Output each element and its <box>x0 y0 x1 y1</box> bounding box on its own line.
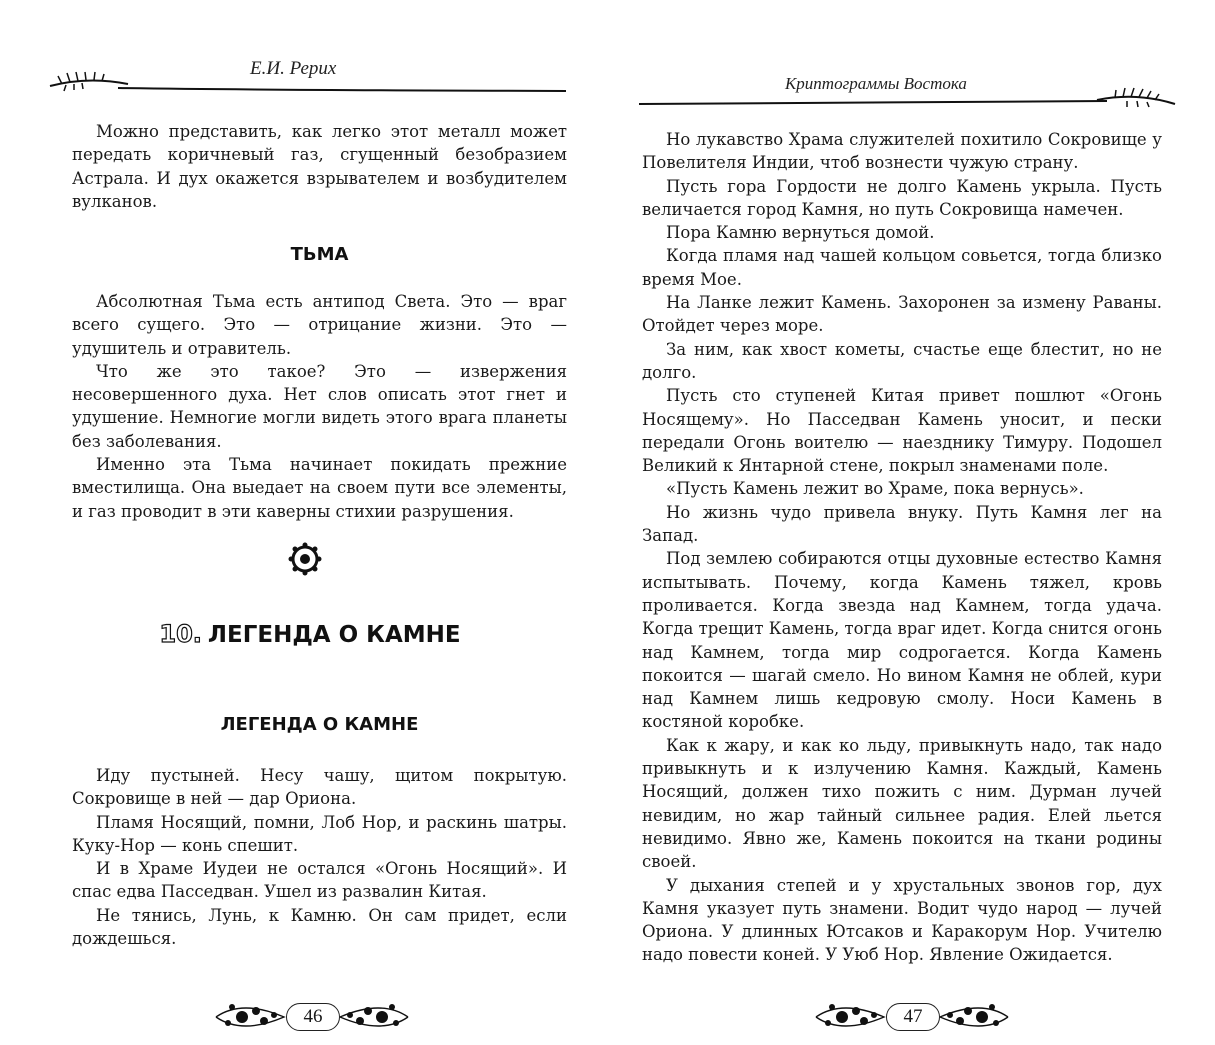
intro-paragraph: Можно представить, как легко этот металл может передать коричневый газ, сгущенный безобразием Астрала. И дух окажется взрывателем и возбудителем вулканов. <box>72 122 567 211</box>
section-title: ТЬМА <box>290 244 349 265</box>
chapter-number: 10. <box>159 620 202 648</box>
paragraph: За ним, как хвост кометы, счастье еще блестит, но не долго. <box>642 339 1162 382</box>
paragraph: Пусть сто ступеней Китая привет пошлют «Огонь Носящему». Но Пасседван Камень уносит, и пески передали Огонь воителю — наезднику Тимуру. Подошел Великий к Янтарной стене, покрыл знаменами поле. <box>642 386 1162 476</box>
paragraph: У дыхания степей и у хрустальных звонов гор, дух Камня указует путь знамени. Водит чудо народ — лучей Ориона. У длинных Ютсаков и Каракорум Нор. Учителю надо повести коней. У Уюб Нор. Явление Ожидается. <box>642 875 1162 965</box>
paragraph: Что же это такое? Это — извержения несовершенного духа. Нет слов описать этот гнет и удушение. Немногие могли видеть этого врага планеты без заболевания. <box>72 361 567 451</box>
left-page <box>0 0 607 1045</box>
folio-right <box>812 993 1012 1041</box>
chapter-title: ЛЕГЕНДА О КАМНЕ <box>207 622 461 648</box>
paragraph: Пусть гора Гордости не долго Камень укрыла. Пусть величается город Камня, но путь Сокровища намечен. <box>642 176 1162 219</box>
paragraph: Но жизнь чудо привела внуку. Путь Камня лег на Запад. <box>642 502 1162 546</box>
paragraph: Пора Камню вернуться домой. <box>666 223 935 243</box>
paragraph: На Ланке лежит Камень. Захоронен за измену Раваны. Отойдет через море. <box>642 293 1162 336</box>
paragraph: Как к жару, и как ко льду, привыкнуть надо, так надо привыкнуть и к излучению Камня. Каждый, Камень Носящий, должен тихо пожить с ним. Дурман лучей невидим, но жар тайный сильнее радия. Елей льется невидимо. Явно же, Камень покоится на ткани родины своей. <box>642 735 1162 872</box>
paragraph: Но лукавство Храма служителей похитило Сокровище у Повелителя Индии, чтоб вознести чужую страну. <box>642 130 1162 173</box>
running-head-right: Криптограммы Востока <box>785 74 967 93</box>
intro-block <box>72 120 567 213</box>
subsection-title: ЛЕГЕНДА О КАМНЕ <box>220 714 419 735</box>
legend-body <box>72 764 567 950</box>
running-head-left: Е.И. Рерих <box>250 58 337 79</box>
paragraph: «Пусть Камень лежит во Храме, пока вернусь». <box>666 479 1084 499</box>
section-body <box>72 290 567 523</box>
right-page <box>607 0 1215 1045</box>
paragraph: Под землею собираются отцы духовные естество Камня испытывать. Почему, когда Камень тяжел, кровь проливается. Когда звезда над Камнем, тогда удача. Когда трещит Камень, тогда враг идет. Когда снится огонь над Камнем, тогда мир содрогается. Когда Камень покоится — шагай смело. Но вином Камня не облей, кури над Камнем лишь кедровую смолу. Носи Камень в костяной коробке. <box>642 549 1162 732</box>
chapter-heading <box>100 620 520 648</box>
sun-rosette-icon <box>288 542 322 576</box>
paragraph: Иду пустыней. Несу чашу, щитом покрытую. Сокровище в ней — дар Ориона. <box>72 766 567 809</box>
paragraph: Когда пламя над чашей кольцом совьется, тогда близко время Мое. <box>642 246 1162 289</box>
fern-flourish-icon <box>48 70 568 100</box>
paragraph: Не тянись, Лунь, к Камню. Он сам придет, если дождешься. <box>72 905 567 949</box>
fern-flourish-icon <box>637 86 1177 116</box>
paragraph: Абсолютная Тьма есть антипод Света. Это — враг всего сущего. Это — отрицание жизни. Это — удушитель и отравитель. <box>72 292 567 358</box>
page-number: 47 <box>886 1003 940 1031</box>
right-body <box>642 128 1162 967</box>
paragraph: Пламя Носящий, помни, Лоб Нор, и раскинь шатры. Куку-Нор — конь спешит. <box>72 812 567 855</box>
folio-left <box>212 993 412 1041</box>
paragraph: И в Храме Иудеи не остался «Огонь Носящий». И спас едва Пасседван. Ушел из развалин Китая. <box>72 859 567 902</box>
page-number: 46 <box>286 1003 340 1031</box>
paragraph: Именно эта Тьма начинает покидать прежние вместилища. Она выедает на своем пути все элементы, и газ проводит в эти каверны стихии разрушения. <box>72 455 567 521</box>
